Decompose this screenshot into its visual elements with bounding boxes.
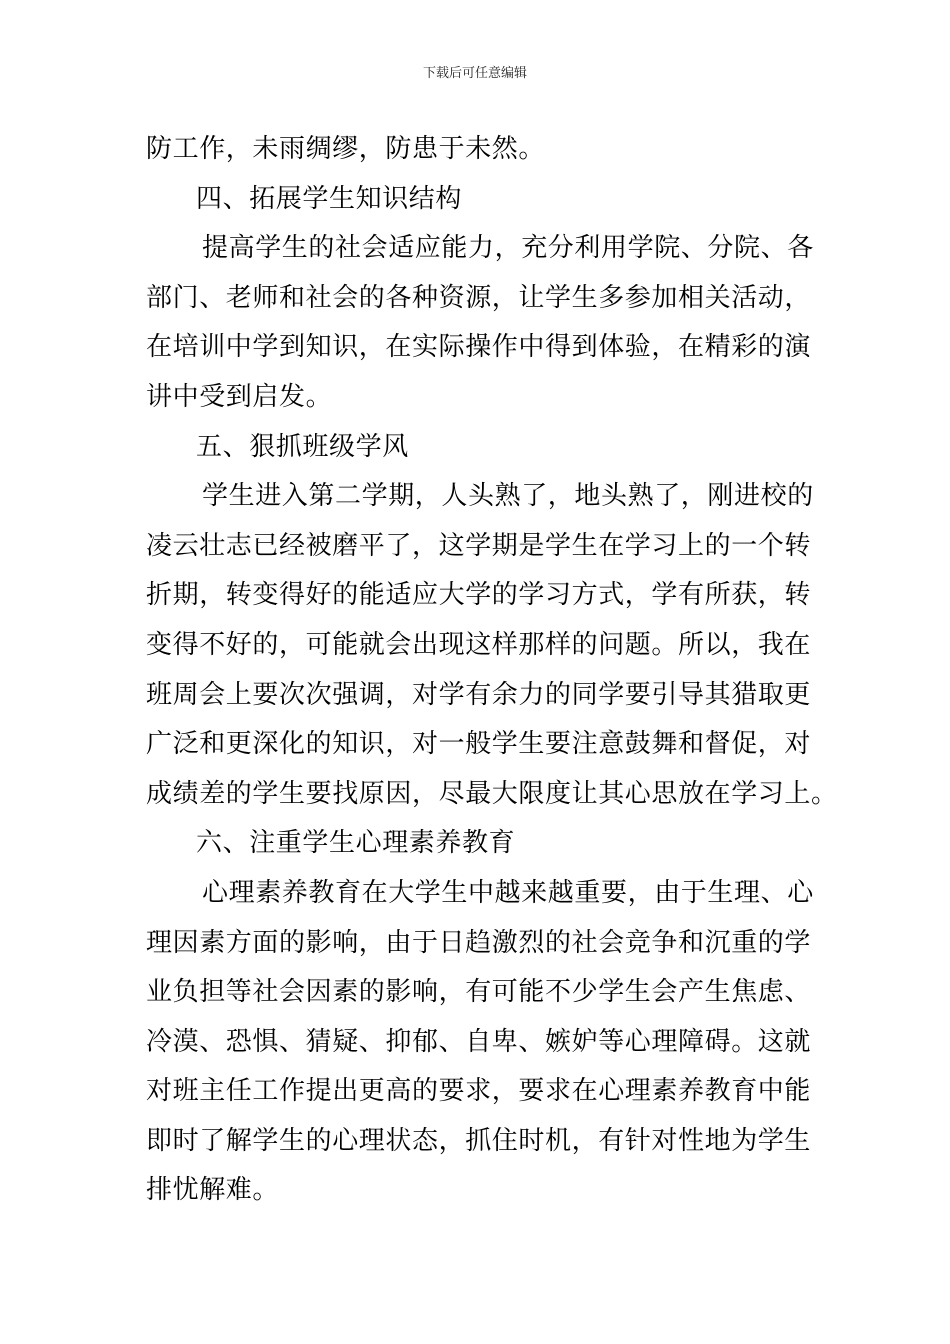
body-line: 理因素方面的影响，由于日趋激烈的社会竞争和沉重的学 bbox=[146, 927, 812, 958]
body-line: 部门、老师和社会的各种资源，让学生多参加相关活动， bbox=[146, 282, 812, 313]
section-heading: 六、注重学生心理素养教育 bbox=[196, 828, 516, 859]
body-line: 凌云壮志已经被磨平了，这学期是学生在学习上的一个转 bbox=[146, 530, 812, 561]
document-body bbox=[146, 125, 838, 1216]
body-line: 冷漠、恐惧、猜疑、抑郁、自卑、嫉妒等心理障碍。这就 bbox=[146, 1026, 812, 1057]
body-line: 折期，转变得好的能适应大学的学习方式，学有所获，转 bbox=[146, 580, 812, 611]
paragraph-first-line: 提高学生的社会适应能力，充分利用学院、分院、各 bbox=[202, 233, 814, 264]
section-heading: 五、狠抓班级学风 bbox=[196, 431, 409, 462]
body-line: 对班主任工作提出更高的要求，要求在心理素养教育中能 bbox=[146, 1076, 812, 1107]
paragraph-first-line: 心理素养教育在大学生中越来越重要，由于生理、心 bbox=[202, 877, 814, 908]
body-line: 业负担等社会因素的影响，有可能不少学生会产生焦虑、 bbox=[146, 977, 812, 1008]
body-line: 班周会上要次次强调，对学有余力的同学要引导其猎取更 bbox=[146, 679, 812, 710]
body-line: 即时了解学生的心理状态，抓住时机，有针对性地为学生 bbox=[146, 1125, 812, 1156]
body-line: 变得不好的，可能就会出现这样那样的问题。所以，我在 bbox=[146, 629, 812, 660]
section-heading: 四、拓展学生知识结构 bbox=[196, 183, 463, 214]
body-line: 在培训中学到知识，在实际操作中得到体验，在精彩的演 bbox=[146, 332, 812, 363]
body-line: 排忧解难。 bbox=[146, 1175, 280, 1206]
body-line: 防工作，未雨绸缪，防患于未然。 bbox=[146, 134, 546, 164]
body-line: 讲中受到启发。 bbox=[146, 381, 333, 412]
body-line: 成绩差的学生要找原因，尽最大限度让其心思放在学习上。 bbox=[146, 778, 838, 809]
paragraph-first-line: 学生进入第二学期，人头熟了，地头熟了，刚进校的 bbox=[202, 481, 814, 512]
page-header: 下载后可任意编辑 bbox=[422, 66, 527, 81]
body-line: 广泛和更深化的知识，对一般学生要注意鼓舞和督促，对 bbox=[146, 729, 812, 760]
